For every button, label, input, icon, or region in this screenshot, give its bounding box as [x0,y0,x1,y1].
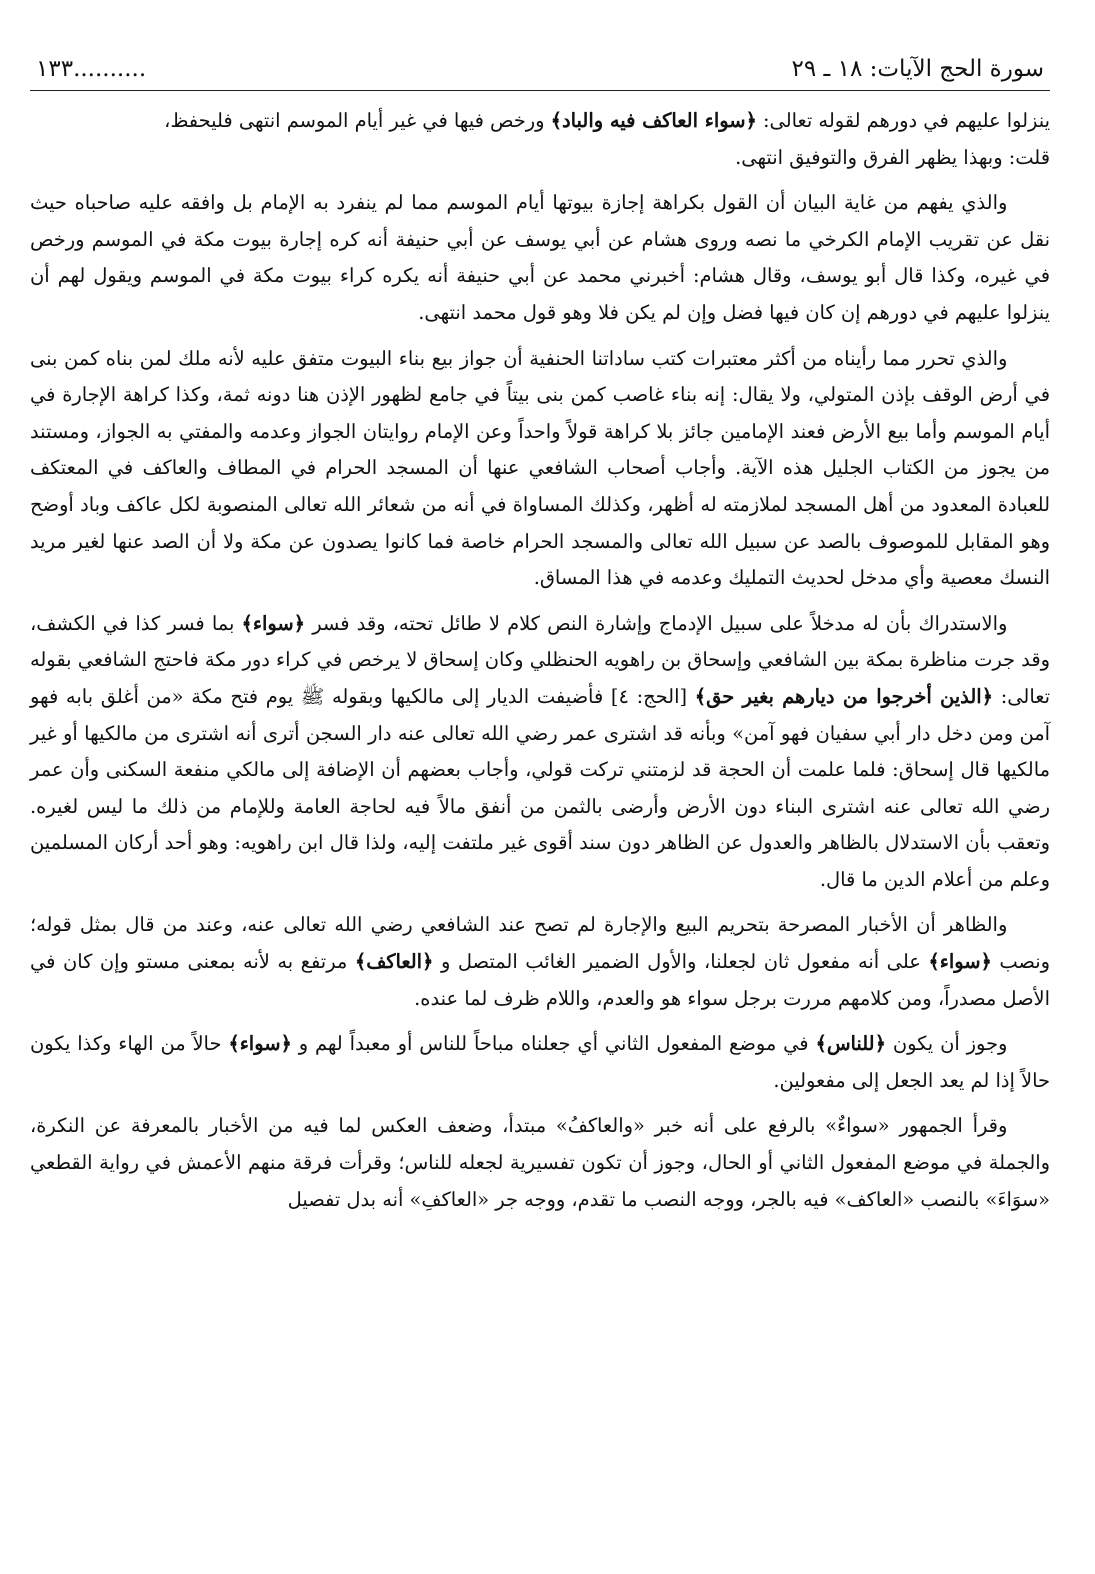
quran-quote: ﴿العاكف﴾ [354,950,434,974]
paragraph: والاستدراك بأن له مدخلاً على سبيل الإدماج وإشارة النص كلام لا طائل تحته، وقد فسر ﴿سواء﴾ بما فسر كذا في الكشف، وقد جرت مناظرة بمكة بين الشافعي وإسحاق بن راهويه الحنظلي وكان إسحاق لا يرخص في كراء دور مكة فاحتج الشافعي بقوله تعالى: ﴿الذين أخرجوا من ديارهم بغير حق﴾ [الحج: ٤] فأضيفت الديار إلى مالكيها وبقوله ﷺ يوم فتح مكة «من أغلق بابه فهو آمن ومن دخل دار أبي سفيان فهو آمن» وبأنه قد اشترى عمر رضي الله تعالى عنه دار السجن أترى أنه اشترى من مالكيها أو غير مالكيها قال إسحاق: فلما علمت أن الحجة قد لزمتني تركت قولي، وأجاب بعضهم أن الإضافة إلى مالكي منفعة السكنى وأن عمر رضي الله تعالى عنه اشترى البناء دون الأرض وأرضى بالثمن من أنفق مالاً فيه لحاجة العامة وللإمام من ذلك ما ليس لغيره. وتعقب بأن الاستدلال بالظاهر والعدول عن الظاهر دون سند أقوى غير ملتفت إليه، ولذا قال ابن راهويه: وهو أحد أركان المسلمين وعلم من أعلام الدين ما قال. [30,611,1050,891]
paragraph-continued: ينزلوا عليهم في دورهم لقوله تعالى: ﴿سواء العاكف فيه والباد﴾ ورخص فيها في غير أيام الموسم انتهى فليحفظ، [164,109,1050,132]
quran-quote: ﴿سواء﴾ [241,611,306,635]
quran-quote: ﴿سواء﴾ [228,1032,292,1056]
paragraph-note: قلت: وبهذا يظهر الفرق والتوفيق انتهى. [735,145,1050,169]
running-header [30,52,1050,90]
page [30,52,1050,1227]
page-number: ..........١٣٣ [36,56,147,82]
paragraph: والذي تحرر مما رأيناه من أكثر معتبرات كتب ساداتنا الحنفية أن جواز بيع بناء البيوت متفق عليه لأنه ملك لمن بناه كمن بنى في أرض الوقف بإذن المتولي، ولا يقال: إنه بناء غاصب كمن بنى بيتاً في جامع لظهور الإذن هنا دونه ثمة، وكذا كراهة الإجارة في أيام الموسم وأما بيع الأرض فعند الإمامين جائز بلا كراهة قولاً واحداً وعن الإمام روايتان الجواز وعدمه والمفتي به الجواز، ومستند من يجوز من الكتاب الجليل هذه الآية. وأجاب أصحاب الشافعي عنها أن المسجد الحرام في المطاف والعاكف في المعتكف للعبادة المعدود من أهل المسجد لملازمته له أظهر، وكذلك المساواة في أنه من شعائر الله تعالى المنصوبة لكل عاكف وباد أوضح وهو المقابل للموصوف بالصد عن سبيل الله تعالى والمسجد الحرام خاصة فما كانوا يصدون عن مكة ولا أن الصد عنها لغير مريد النسك معصية وأي مدخل لحديث التمليك وعدمه في هذا المساق. [30,346,1050,590]
paragraph: وقرأ الجمهور «سواءٌ» بالرفع على أنه خبر «والعاكفُ» مبتدأ، وضعف العكس لما فيه من الأخبار بالمعرفة عن النكرة، والجملة في موضع المفعول الثاني أو الحال، وجوز أن تكون تفسيرية لجعله للناس؛ وقرأت فرقة منهم الأعمش في رواية القطعي «سوَاءَ» بالنصب «العاكف» فيه بالجر، ووجه النصب ما تقدم، ووجه جر «العاكفِ» أنه بدل تفصيل [30,1114,1050,1211]
quran-quote: ﴿سواء﴾ [928,950,992,974]
paragraph: والظاهر أن الأخبار المصرحة بتحريم البيع والإجارة لم تصح عند الشافعي رضي الله تعالى عنه، وعند من قال بمثل قوله؛ ونصب ﴿سواء﴾ على أنه مفعول ثان لجعلنا، والأول الضمير الغائب المتصل و ﴿العاكف﴾ مرتفع به لأنه بمعنى مستو وإن كان في الأصل مصدراً، ومن كلامهم مررت برجل سواء هو والعدم، واللام ظرف لما عنده. [30,913,1050,1010]
paragraph: والذي يفهم من غاية البيان أن القول بكراهة إجازة بيوتها أيام الموسم مما لم ينفرد به الإمام بل وافقه عليه صاحباه حيث نقل عن تقريب الإمام الكرخي ما نصه وروى هشام عن أبي يوسف عن أبي حنيفة أنه كره إجارة بيوت مكة في الموسم ورخص في غيره، وكذا قال أبو يوسف، وقال هشام: أخبرني محمد عن أبي حنيفة أنه يكره كراء بيوت مكة في الموسم ويقول لهم أن ينزلوا عليهم في دورهم إن كان فيها فضل وإن لم يكن فلا وهو قول محمد انتهى. [30,191,1050,324]
quran-quote: ﴿للناس﴾ [815,1032,886,1056]
quran-quote: ﴿سواء العاكف فيه والباد﴾ [550,109,757,132]
body-text [30,103,1050,1218]
paragraph: وجوز أن يكون ﴿للناس﴾ في موضع المفعول الثاني أي جعلناه مباحاً للناس أو معبداً لهم و ﴿سواء﴾ حالاً من الهاء وكذا يكون حالاً إذا لم يعد الجعل إلى مفعولين. [30,1032,1050,1092]
header-title: سورة الحج الآيات: ١٨ ـ ٢٩ [791,56,1044,82]
header-rule [30,90,1050,91]
quran-quote: ﴿الذين أخرجوا من ديارهم بغير حق﴾ [694,684,994,708]
